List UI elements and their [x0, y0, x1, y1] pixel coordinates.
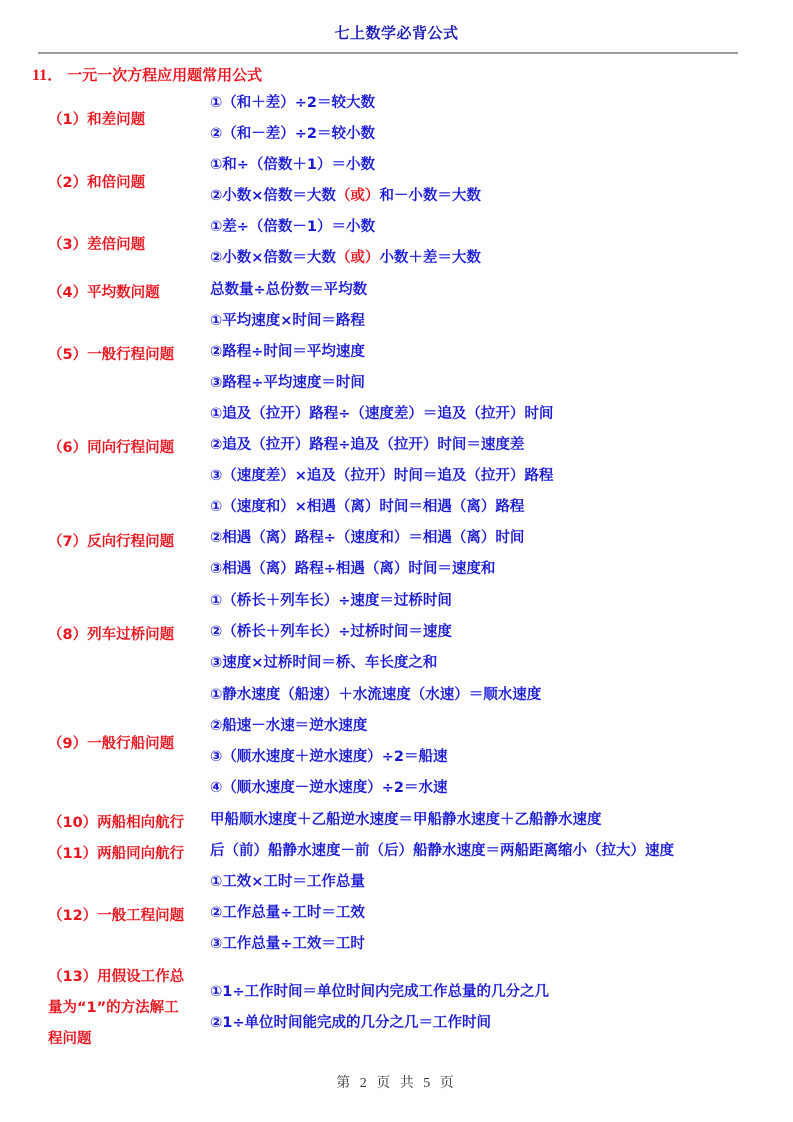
group-label: （12）一般工程问题 — [48, 908, 185, 924]
formula-line: ①静水速度（船速）＋水流速度（水速）＝顺水速度 — [210, 687, 542, 703]
formula-part: ②小数×倍数＝大数 — [210, 188, 336, 204]
group-label: （3）差倍问题 — [48, 237, 146, 253]
section-title-text: 一元一次方程应用题常用公式 — [67, 66, 263, 84]
formula-line: ③工作总量÷工效＝工时 — [210, 936, 365, 952]
formula-line: ①平均速度×时间＝路程 — [210, 313, 365, 329]
group-label: （6）同向行程问题 — [48, 440, 175, 456]
group-label: （9）一般行船问题 — [48, 736, 175, 752]
formula-line: ②（桥长＋列车长）÷过桥时间＝速度 — [210, 624, 452, 640]
formula-part: 和－小数＝大数 — [379, 188, 481, 204]
formula-part: ②小数×倍数＝大数 — [210, 250, 336, 266]
formula-line: ④（顺水速度－逆水速度）÷2＝水速 — [210, 780, 448, 796]
formula-line: ①（速度和）×相遇（离）时间＝相遇（离）路程 — [210, 499, 525, 515]
formula-line: ①（桥长＋列车长）÷速度＝过桥时间 — [210, 593, 452, 609]
formula-line: ②（和－差）÷2＝较小数 — [210, 126, 376, 142]
group-label: （10）两船相向航行 — [48, 815, 185, 831]
formula-line: ③速度×过桥时间＝桥、车长度之和 — [210, 655, 438, 671]
formula-line: 总数量÷总份数＝平均数 — [210, 282, 368, 298]
or-marker: （或） — [335, 250, 380, 266]
formula-part: 小数＋差＝大数 — [379, 250, 481, 266]
formula-line: ①和÷（倍数＋1）＝小数 — [210, 157, 376, 173]
formula-line: ①（和＋差）÷2＝较大数 — [210, 95, 376, 111]
group-label-line: 量为“1”的方法解工 — [48, 1000, 179, 1016]
formula-line: 甲船顺水速度＋乙船逆水速度＝甲船静水速度＋乙船静水速度 — [210, 812, 602, 828]
group-label: （11）两船同向航行 — [48, 846, 185, 862]
group-label-line: （13）用假设工作总 — [48, 969, 185, 985]
page-header-title: 七上数学必背公式 — [334, 24, 459, 42]
group-label: （7）反向行程问题 — [48, 534, 175, 550]
group-label-line: 程问题 — [48, 1031, 92, 1047]
formula-line — [210, 243, 481, 274]
group-label: （4）平均数问题 — [48, 285, 160, 301]
formula-line: ①差÷（倍数－1）＝小数 — [210, 219, 376, 235]
formula-line: ②路程÷时间＝平均速度 — [210, 344, 365, 360]
formula-line: ①1÷工作时间＝单位时间内完成工作总量的几分之几 — [210, 984, 550, 1000]
formula-line — [210, 181, 481, 212]
or-marker: （或） — [335, 188, 380, 204]
formula-line: ③（顺水速度＋逆水速度）÷2＝船速 — [210, 749, 448, 765]
section-title — [32, 62, 262, 85]
group-label: （5）一般行程问题 — [48, 347, 175, 363]
formula-line: ②1÷单位时间能完成的几分之几＝工作时间 — [210, 1015, 492, 1031]
formula-line: ①追及（拉开）路程÷（速度差）＝追及（拉开）时间 — [210, 406, 554, 422]
formula-line: ③相遇（离）路程÷相遇（离）时间＝速度和 — [210, 561, 496, 577]
header-divider — [38, 52, 738, 54]
group-label: （1）和差问题 — [48, 112, 146, 128]
group-label: （8）列车过桥问题 — [48, 627, 175, 643]
formula-line: ③（速度差）×追及（拉开）时间＝追及（拉开）路程 — [210, 468, 554, 484]
formula-line: 后（前）船静水速度－前（后）船静水速度＝两船距离缩小（拉大）速度 — [210, 843, 674, 859]
formula-line: ③路程÷平均速度＝时间 — [210, 375, 365, 391]
formula-line: ②追及（拉开）路程÷追及（拉开）时间＝速度差 — [210, 437, 525, 453]
page-footer: 第 2 页 共 5 页 — [336, 1076, 457, 1091]
formula-line: ①工效×工时＝工作总量 — [210, 874, 365, 890]
group-label: （2）和倍问题 — [48, 175, 146, 191]
group-label-multiline — [48, 962, 200, 1055]
section-number: 11． — [32, 67, 64, 84]
formula-line: ②船速－水速＝逆水速度 — [210, 718, 368, 734]
formula-line: ②工作总量÷工时＝工效 — [210, 905, 365, 921]
formula-line: ②相遇（离）路程÷（速度和）＝相遇（离）时间 — [210, 530, 525, 546]
